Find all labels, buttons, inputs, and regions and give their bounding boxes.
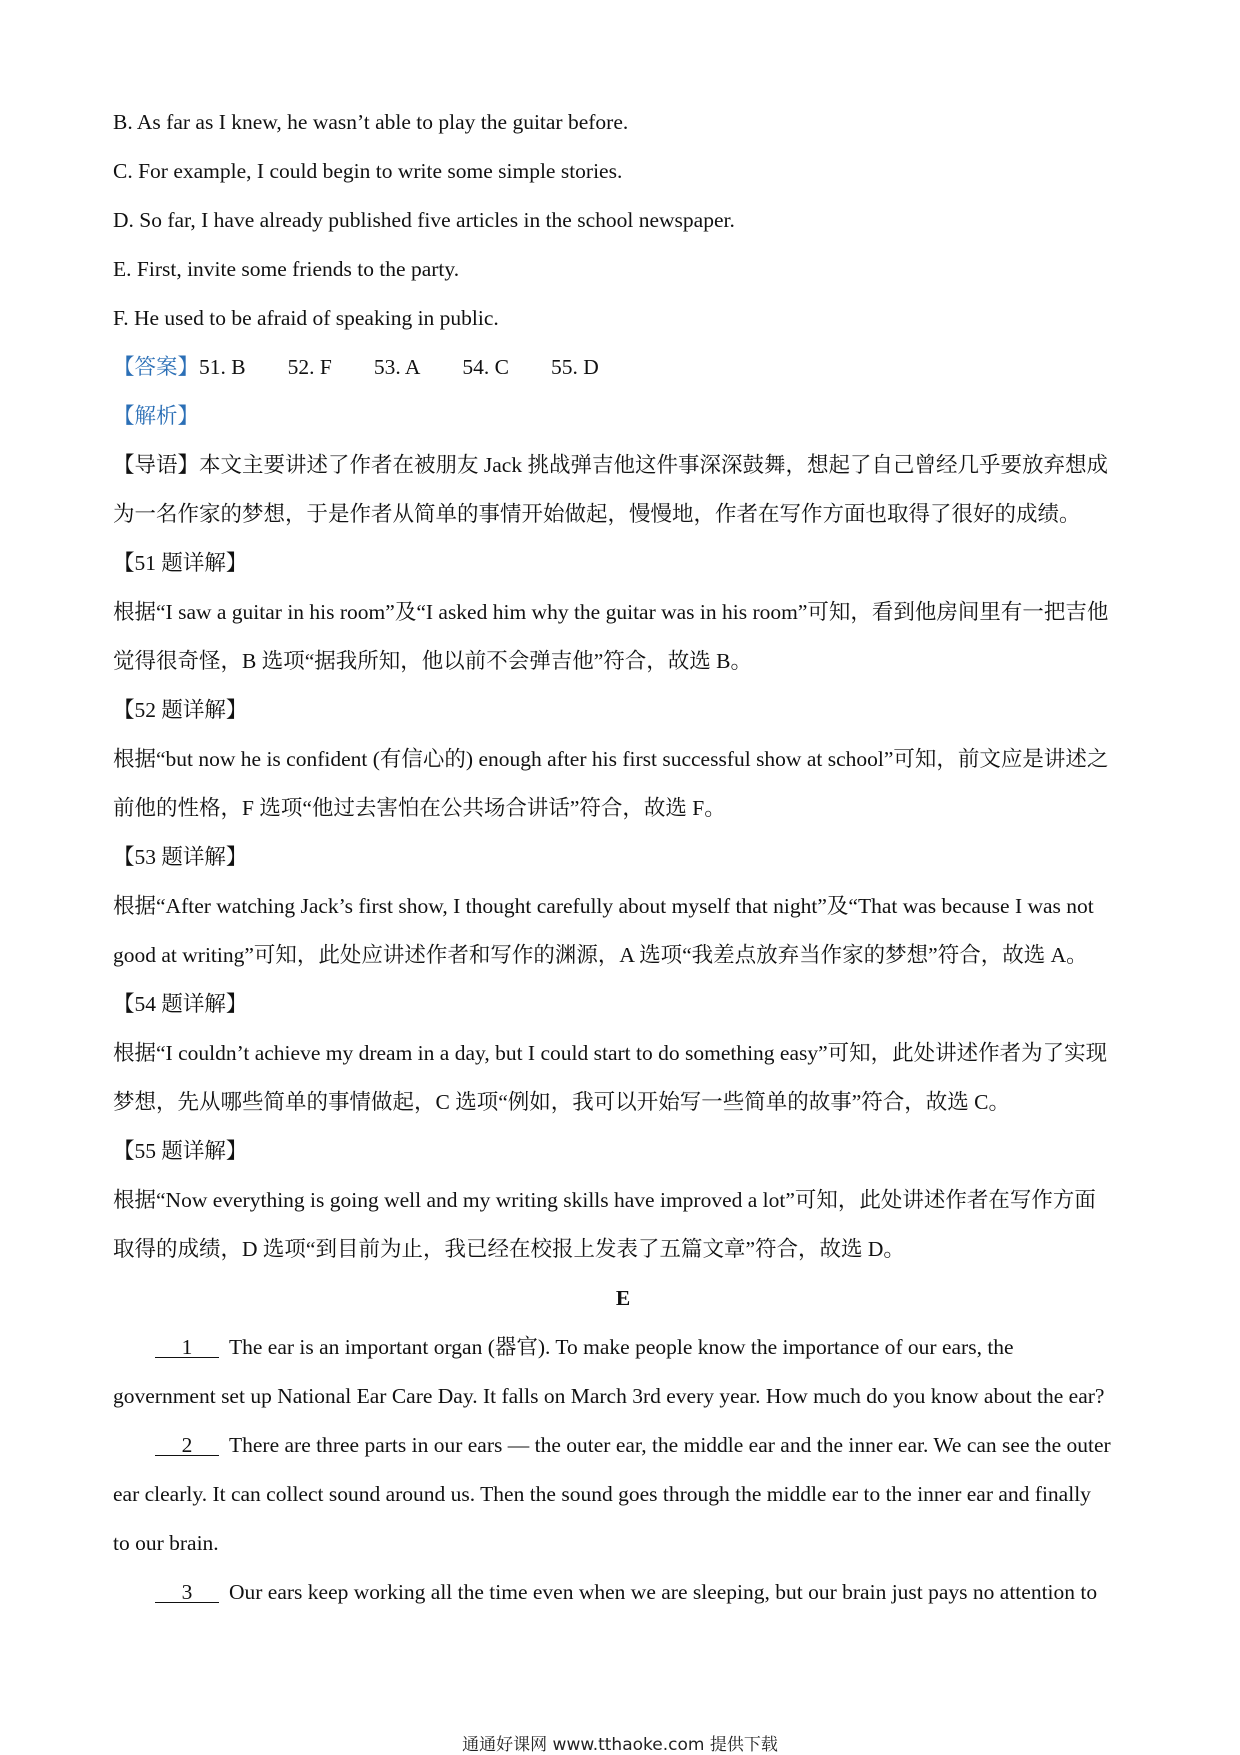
detail-heading: 【54 题详解】 [113,992,248,1016]
detail-text: 根据“Now everything is going well and my writing skills have improved a lot”可知，此处讲述作者在写作方面 [113,1188,1096,1212]
detail-heading: 【52 题详解】 [113,698,248,722]
detail-heading: 【55 题详解】 [113,1139,248,1163]
answer-item: 53. A [373,355,421,379]
detail-text: 根据“I saw a guitar in his room”及“I asked him why the guitar was in his room”可知，看到他房间里有一把吉他 [113,600,1109,624]
blank-2: 2 [155,1435,219,1456]
detail-text: 觉得很奇怪，B 选项“据我所知，他以前不会弹吉他”符合，故选 B。 [113,649,753,673]
option-d: D. So far, I have already published five articles in the school newspaper. [113,208,735,232]
blank-1: 1 [155,1337,219,1358]
option-e: E. First, invite some friends to the party. [113,257,460,281]
passage-line [113,1568,1133,1617]
detail-text: 根据“After watching Jack’s first show, I thought carefully about myself that night”及“That was because I was not [113,894,1094,918]
passage-line: to our brain. [113,1531,219,1555]
answer-item: 54. C [462,355,510,379]
detail-text: 取得的成绩，D 选项“到目前为止，我已经在校报上发表了五篇文章”符合，故选 D。 [113,1237,905,1261]
detail-text: 前他的性格，F 选项“他过去害怕在公共场合讲话”符合，故选 F。 [113,796,726,820]
answer-label: 【答案】 [113,355,200,379]
answer-item: 55. D [551,355,599,379]
detail-text: 梦想，先从哪些简单的事情做起，C 选项“例如，我可以开始写一些简单的故事”符合，故选 C。 [113,1090,1011,1114]
answer-line [113,343,1133,392]
passage-text: There are three parts in our ears — the outer ear, the middle ear and the inner ear. We can see the outer [229,1433,1111,1457]
passage-line: government set up National Ear Care Day. It falls on March 3rd every year. How much do you know about the ear? [113,1384,1105,1408]
passage-line [113,1323,1133,1372]
detail-heading: 【51 题详解】 [113,551,248,575]
intro-line: 为一名作家的梦想，于是作者从简单的事情开始做起，慢慢地，作者在写作方面也取得了很好的成绩。 [113,502,1081,526]
option-f: F. He used to be afraid of speaking in public. [113,306,499,330]
document-page [113,98,1133,1617]
passage-line [113,1421,1133,1470]
detail-heading: 【53 题详解】 [113,845,248,869]
footer-watermark: 通通好课网 www.tthaoke.com 提供下载 [462,1735,778,1755]
detail-text: 根据“I couldn’t achieve my dream in a day, but I could start to do something easy”可知，此处讲述作者为了实现 [113,1041,1108,1065]
blank-3: 3 [155,1582,219,1603]
passage-text: Our ears keep working all the time even when we are sleeping, but our brain just pays no attention to [229,1580,1098,1604]
intro-line: 【导语】本文主要讲述了作者在被朋友 Jack 挑战弹吉他这件事深深鼓舞，想起了自己曾经几乎要放弃想成 [113,453,1108,477]
answer-item: 52. F [287,355,332,379]
detail-text: good at writing”可知，此处应讲述作者和写作的渊源，A 选项“我差点放弃当作家的梦想”符合，故选 A。 [113,943,1088,967]
analysis-label: 【解析】 [113,404,200,428]
option-c: C. For example, I could begin to write some simple stories. [113,159,623,183]
detail-text: 根据“but now he is confident (有信心的) enough after his first successful show at school”可知，前文应是讲述之 [113,747,1109,771]
answer-item: 51. B [199,355,246,379]
passage-line: ear clearly. It can collect sound around us. Then the sound goes through the middle ear to the inner ear and finally [113,1482,1091,1506]
section-title: E [615,1286,631,1310]
option-b: B. As far as I knew, he wasn’t able to play the guitar before. [113,110,629,134]
passage-text: The ear is an important organ (器官). To make people know the importance of our ears, the [229,1335,1014,1359]
